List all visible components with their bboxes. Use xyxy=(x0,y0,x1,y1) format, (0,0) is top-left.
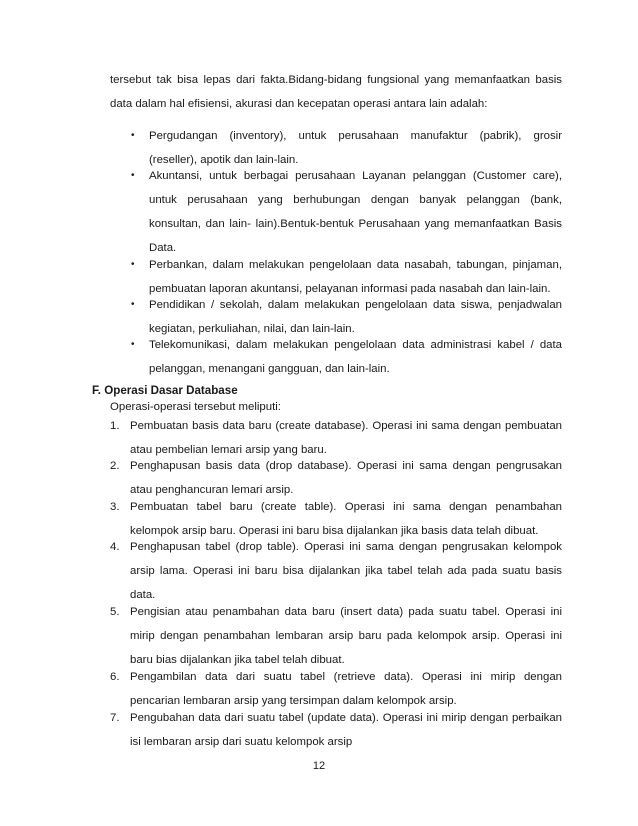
bullet-3-line-1: Perbankan, dalam melakukan pengelolaan data nasabah, tabungan, pinjaman, xyxy=(149,259,562,271)
bullet-1-line-1: Pergudangan (inventory), untuk perusahaan manufaktur (pabrik), grosir xyxy=(149,130,562,142)
intro-line-2: data dalam hal efisiensi, akurasi dan kecepatan operasi antara lain adalah: xyxy=(110,98,488,110)
item-number: 1. xyxy=(110,420,120,432)
bullet-marker: • xyxy=(131,259,135,270)
bullet-marker: • xyxy=(131,130,135,141)
bullet-2-line-3: konsultan, dan lain- lain).Bentuk-bentuk Perusahaan yang memanfaatkan Basis xyxy=(149,218,562,230)
item-6-line-2: pencarian lembaran arsip yang tersimpan dalam kelompok arsip. xyxy=(130,695,457,707)
bullet-marker: • xyxy=(131,339,135,350)
bullet-marker: • xyxy=(131,299,135,310)
item-number: 2. xyxy=(110,460,120,472)
item-4-line-3: data. xyxy=(130,589,156,601)
bullet-2-line-1: Akuntansi, untuk berbagai perusahaan Layanan pelanggan (Customer care), xyxy=(149,170,562,182)
item-5-line-1: Pengisian atau penambahan data baru (insert data) pada suatu tabel. Operasi ini xyxy=(130,606,562,618)
intro-line-1: tersebut tak bisa lepas dari fakta.Bidang-bidang fungsional yang memanfaatkan basis xyxy=(110,74,562,86)
bullet-4-line-2: kegiatan, perkuliahan, nilai, dan lain-lain. xyxy=(149,323,355,335)
item-6-line-1: Pengambilan data dari suatu tabel (retrieve data). Operasi ini mirip dengan xyxy=(130,671,562,683)
item-5-line-2: mirip dengan penambahan lembaran arsip baru pada kelompok arsip. Operasi ini xyxy=(130,630,562,642)
page-number: 12 xyxy=(312,760,326,772)
item-number: 7. xyxy=(110,712,120,724)
bullet-5-line-1: Telekomunikasi, dalam melakukan pengelolaan data administrasi kabel / data xyxy=(149,339,562,351)
bullet-4-line-1: Pendidikan / sekolah, dalam melakukan pengelolaan data siswa, penjadwalan xyxy=(149,299,562,311)
bullet-2-line-4: Data. xyxy=(149,242,177,254)
item-1-line-2: atau pembelian lemari arsip yang baru. xyxy=(130,444,327,456)
item-number: 6. xyxy=(110,671,120,683)
section-heading: F. Operasi Dasar Database xyxy=(92,384,238,397)
item-4-line-1: Penghapusan tabel (drop table). Operasi ini sama dengan pengrusakan kelompok xyxy=(130,541,562,553)
item-3-line-2: kelompok arsip baru. Operasi ini baru bisa dijalankan jika basis data telah dibuat. xyxy=(130,525,539,537)
item-2-line-2: atau penghancuran lemari arsip. xyxy=(130,484,294,496)
item-5-line-3: baru bias dijalankan jika tabel telah dibuat. xyxy=(130,654,345,666)
item-3-line-1: Pembuatan tabel baru (create table). Operasi ini sama dengan penambahan xyxy=(130,501,562,513)
section-subtitle: Operasi-operasi tersebut meliputi: xyxy=(110,401,281,413)
item-4-line-2: arsip lama. Operasi ini baru bisa dijalankan jika tabel telah ada pada suatu basis xyxy=(130,565,562,577)
item-number: 4. xyxy=(110,541,120,553)
bullet-2-line-2: untuk perusahaan yang berhubungan dengan banyak pelanggan (bank, xyxy=(149,194,562,206)
item-7-line-1: Pengubahan data dari suatu tabel (update data). Operasi ini mirip dengan perbaikan xyxy=(130,712,562,724)
item-2-line-1: Penghapusan basis data (drop database). Operasi ini sama dengan pengrusakan xyxy=(130,460,562,472)
item-number: 5. xyxy=(110,606,120,618)
item-1-line-1: Pembuatan basis data baru (create database). Operasi ini sama dengan pembuatan xyxy=(130,420,562,432)
bullet-1-line-2: (reseller), apotik dan lain-lain. xyxy=(149,154,299,166)
bullet-3-line-2: pembuatan laporan akuntansi, pelayanan informasi pada nasabah dan lain-lain. xyxy=(149,283,551,295)
item-number: 3. xyxy=(110,501,120,513)
bullet-5-line-2: pelanggan, menangani gangguan, dan lain-lain. xyxy=(149,363,390,375)
bullet-marker: • xyxy=(131,170,135,181)
item-7-line-2: isi lembaran arsip dari suatu kelompok arsip xyxy=(130,736,353,748)
